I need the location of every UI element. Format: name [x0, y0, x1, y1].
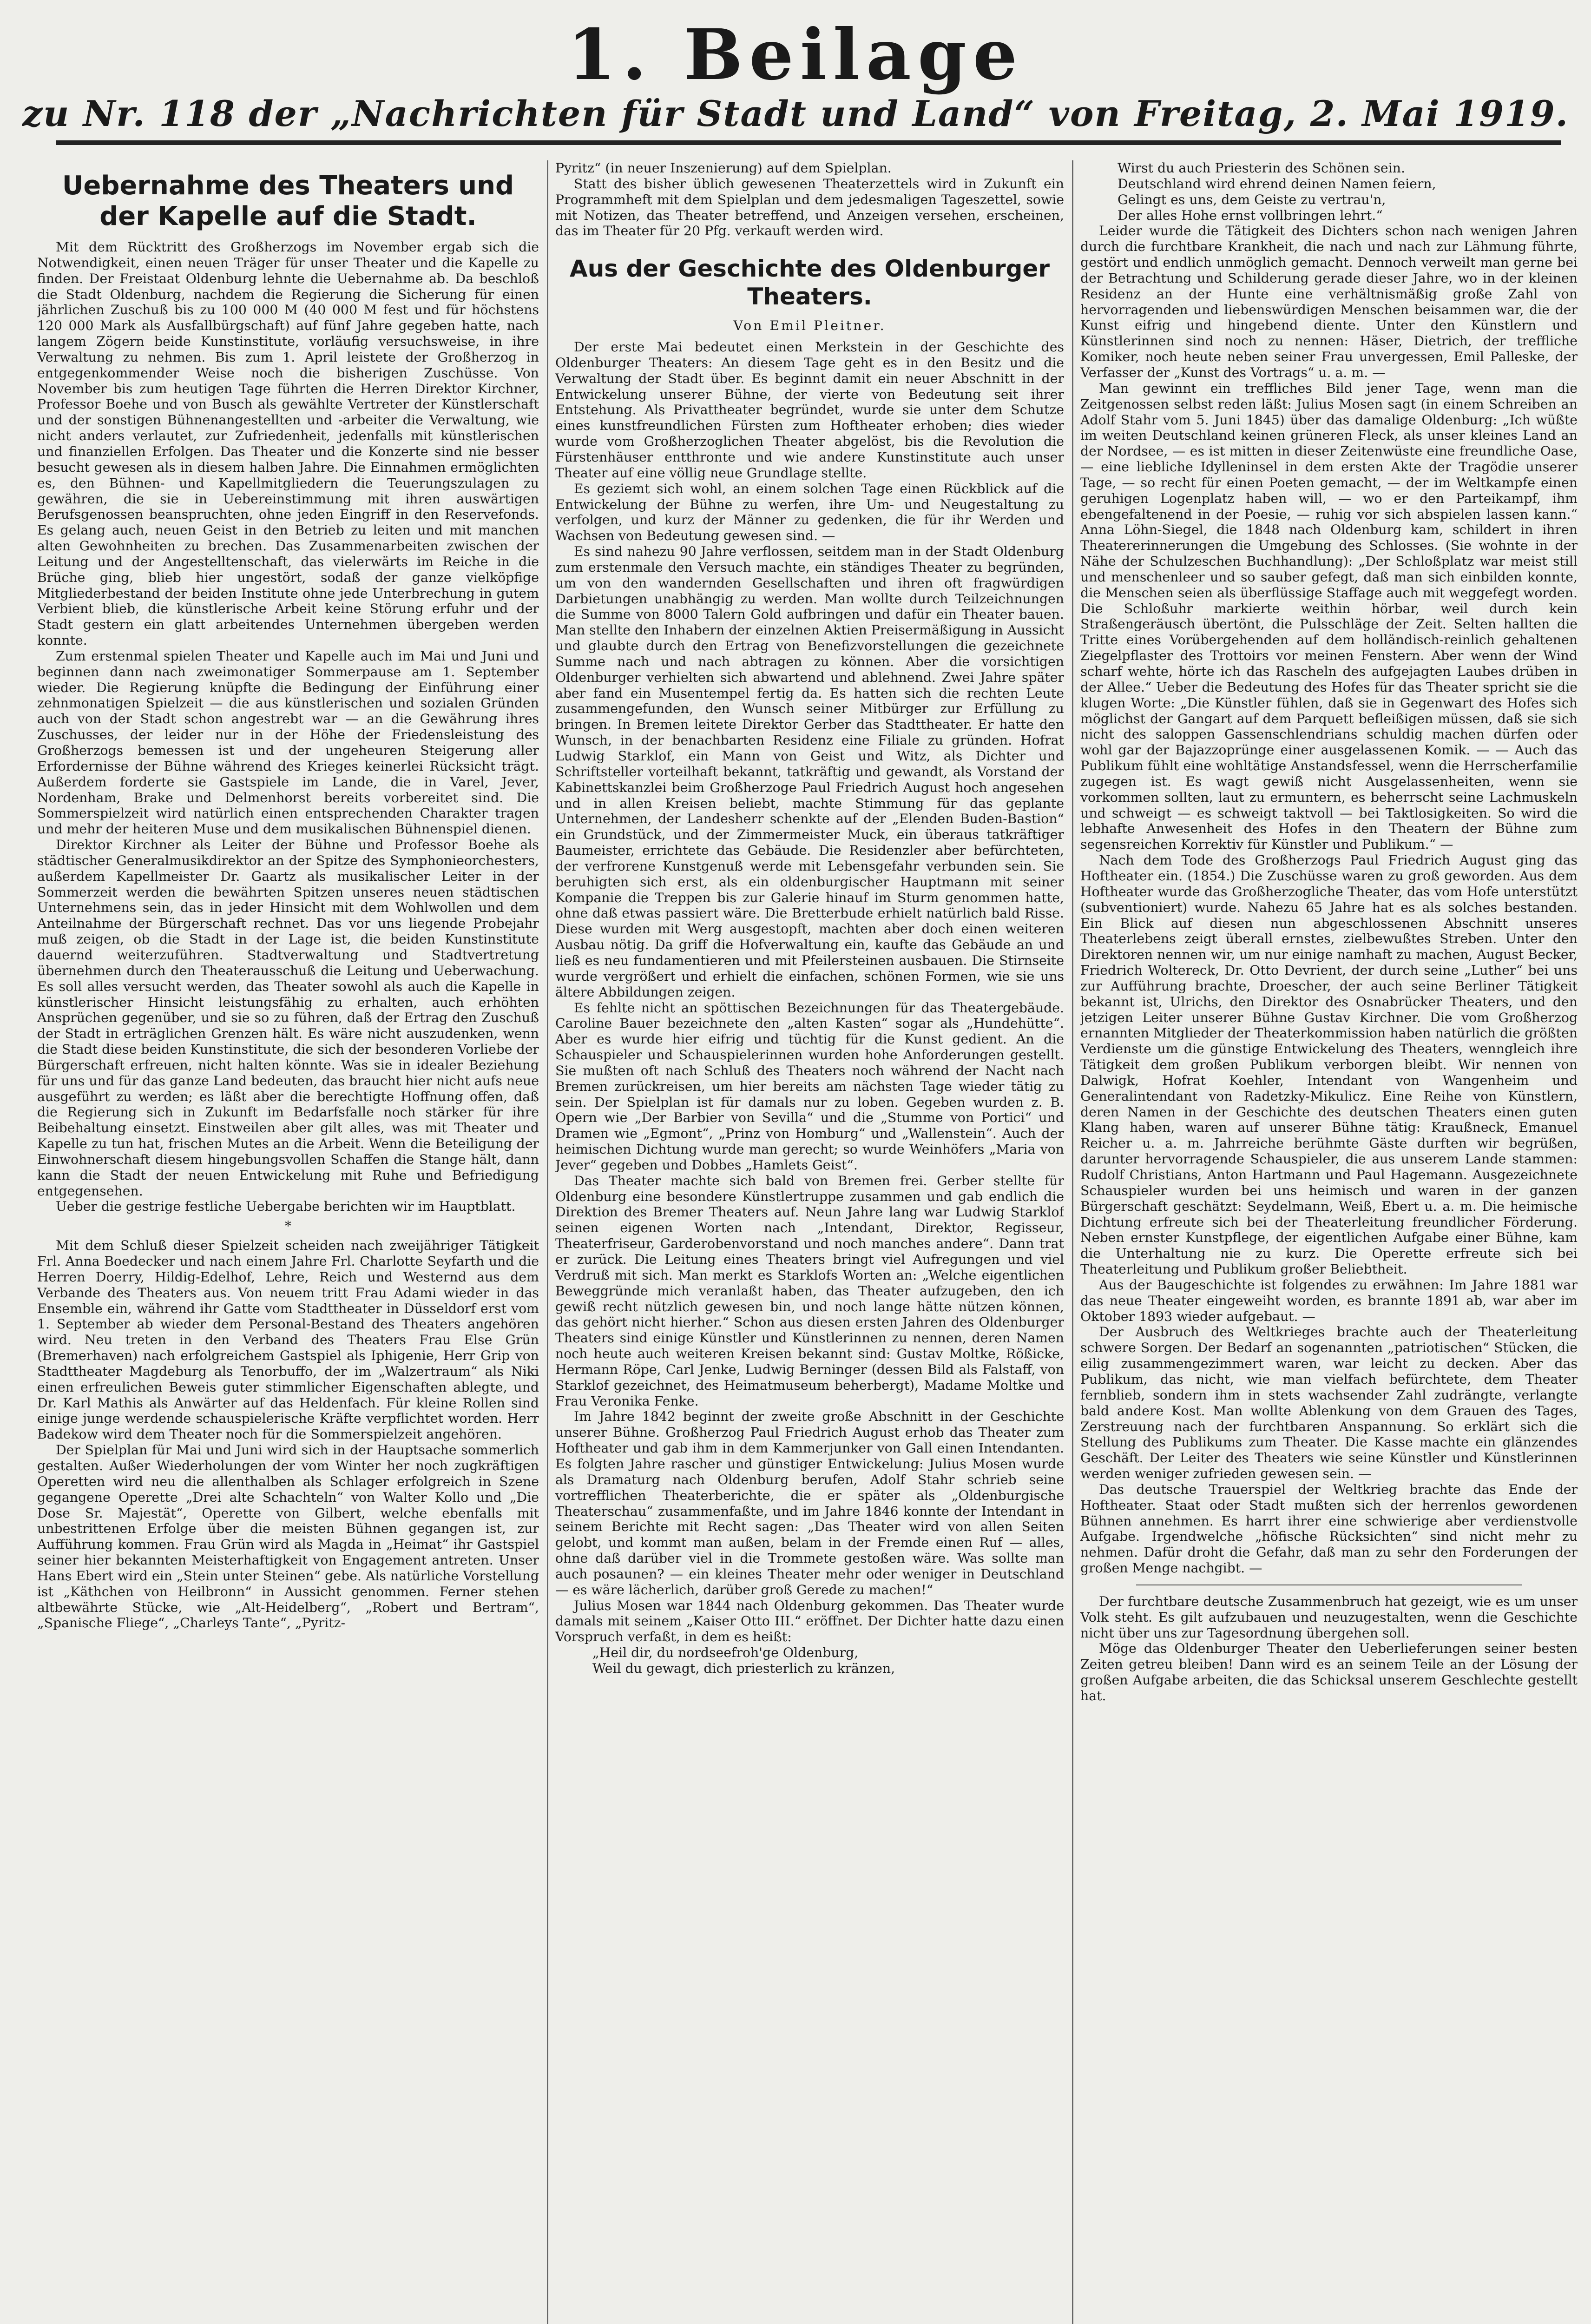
paragraph: Direktor Kirchner als Leiter der Bühne und Professor Boehe als städtischer Generalmusikdirektor an der Spitze des Symphonieorchesters, außerdem Kapellmeister Dr. Gaartz als musikalischer Leiter in der Sommerzeit werden die bewährten Spitzen unseres neuen städtischen Unternehmens sein, das in jeder Hinsicht mit dem Wohlwollen und dem Anteilnahme der Bürgerschaft rechnet. Das vor uns liegende Probejahr muß zeigen, ob die Stadt in der Lage ist, die beiden Kunstinstitute dauernd weiterzuführen. Stadtverwaltung und Stadtvertretung übernehmen durch den Theaterausschuß die Leitung und Ueberwachung. Es soll alles versucht werden, das Theater sowohl als auch die Kapelle in künstlerischer Hinsicht leistungsfähig zu erhalten, auch erhöhten Ansprüchen gegenüber, und sie so zu führen, daß der Ertrag den Zuschuß der Stadt in erträglichen Grenzen hält. Es wäre nicht auszudenken, wenn die Stadt diese beiden Kunstinstitute, die sich der besonderen Vorliebe der Bürgerschaft erfreuen, nicht halten könnte. Was sie in idealer Beziehung für uns und für das ganze Land bedeuten, das braucht hier nicht aufs neue ausgeführt zu werden; es läßt aber die berechtigte Hoffnung offen, daß die Regierung sich in Zukunft im Bedarfsfalle noch stärker für ihre Beibehaltung einsetzt. Einstweilen aber gilt alles, was mit Theater und Kapelle zu tun hat, frischen Mutes an die Arbeit. Wenn die Beteiligung der Einwohnerschaft diesem hingebungsvollen Schaffen die Stange hält, dann kann die Stadt der neuen Entwickelung mit Ruhe und Befriedigung entgegensehen.	[37, 837, 539, 1199]
column-divider	[1072, 160, 1073, 2324]
column-divider	[547, 160, 548, 2324]
supplement-subtitle: zu Nr. 118 der „Nachrichten für Stadt und Land“ von Freitag, 2. Mai 1919.	[22, 93, 1569, 134]
paragraph: Es geziemt sich wohl, an einem solchen Tage einen Rückblick auf die Entwickelung der Bühne zu werfen, ihre Um- und Neugestaltung zu verfolgen, und kurz der Männer zu gedenken, die für ihr Werden und Wachsen von Bedeutung gewesen sind. —	[555, 481, 1064, 544]
paragraph: Das deutsche Trauerspiel der Weltkrieg brachte das Ende der Hoftheater. Staat oder Stadt mußten sich der herrenlos gewordenen Bühnen annehmen. Es harrt ihrer eine schwierige aber verdienstvolle Aufgabe. Irgendwelche „höfische Rücksichten“ sind nicht mehr zu nehmen. Dafür droht die Gefahr, daß man zu sehr den Forderungen der großen Menge nachgibt. —	[1080, 1481, 1578, 1576]
article-headline: Uebernahme des Theaters und der Kapelle auf die Stadt.	[62, 171, 514, 231]
paragraph: Nach dem Tode des Großherzogs Paul Friedrich August ging das Hoftheater ein. (1854.) Die Zuschüsse waren zu groß geworden. Aus dem Hoftheater wurde das Großherzogliche Theater, das vom Hofe unterstützt (subventioniert) wurde. Nahezu 65 Jahre hat es als solches bestanden. Ein Blick auf diesen nun abgeschlossenen Abschnitt unseres Theaterlebens zeigt überall ernstes, zielbewußtes Streben. Unter den Direktoren nennen wir, um nur einige namhaft zu machen, August Becker, Friedrich Woltereck, Dr. Otto Devrient, der durch seine „Luther“ bei uns zur Aufführung brachte, Droescher, der auch seine Berliner Tätigkeit bekannt ist, Ulrichs, den Direktor des Osnabrücker Theaters, und den jetzigen Leiter unserer Bühne Gustav Kirchner. Die vom Großherzog ernannten Mitglieder der Theaterkommission haben natürlich die größten Verdienste um die günstige Entwickelung des Theaters, wenngleich ihre Tätigkeit dem großen Publikum verborgen bleibt. Wir nennen von Dalwigk, Hofrat Koehler, Intendant von Wangenheim und Generalintendant von Radetzky-Mikulicz. Eine Reihe von Künstlern, deren Namen in der Geschichte des deutschen Theaters einen guten Klang haben, waren auf unserer Bühne tätig: Kraußneck, Emanuel Reicher u. a. m. Jahrreiche berühmte Gäste durften wir begrüßen, darunter hervorragende Schauspieler, die aus unserem Lande stammen: Rudolf Christians, Anton Hartmann und Paul Hagemann. Ausgezeichnete Schauspieler wurden bei uns heimisch und waren in der ganzen Bürgerschaft geschätzt: Seydelmann, Weiß, Ebert u. a. m. Die heimische Dichtung erfreute sich bei der Theaterleitung freundlicher Förderung. Neben ernster Kunstpflege, der eigentlichen Aufgabe einer Bühne, kam die Unterhaltung nie zu kurz. Die Operette erfreute sich bei Theaterleitung und Publikum großer Beliebtheit.	[1080, 852, 1578, 1277]
paragraph: Leider wurde die Tätigkeit des Dichters schon nach wenigen Jahren durch die furchtbare Krankheit, die nach und nach zur Lähmung führte, gestört und endlich unmöglich gemacht. Dennoch verweilt man gerne bei der Betrachtung und Schilderung gerade dieser Jahre, wo in der kleinen Residenz an der Hunte eine verhältnismäßig große Zahl von hervorragenden und liebenswürdigen Menschen beisammen war, die der Kunst eifrig und hingebend diente. Unter den Künstlern und Künstlerinnen sind noch zu nennen: Häser, Dietrich, der treffliche Komiker, noch heute neben seiner Frau unvergessen, Emil Palleske, der Verfasser der „Kunst des Vortrags“ u. a. m. —	[1080, 223, 1578, 380]
paragraph: Es fehlte nicht an spöttischen Bezeichnungen für das Theatergebäude. Caroline Bauer bezeichnete den „alten Kasten“ sogar als „Hundehütte“. Aber es wurde hier eifrig und tüchtig für die Kunst gedient. An die Schauspieler und Schauspielerinnen wurden hohe Anforderungen gestellt. Sie mußten oft nach Schluß des Theaters noch während der Nacht nach Bremen zurückreisen, um hier bereits am nächsten Tage wieder tätig zu sein. Der Spielplan ist für damals nur zu loben. Gegeben wurden z. B. Opern wie „Der Barbier von Sevilla“ und die „Stumme von Portici“ und Dramen wie „Egmont“, „Prinz von Homburg“ und „Wallenstein“. Auch der heimischen Dichtung wurde man gerecht; so wurde Weinhöfers „Maria von Jever“ gegeben und Dobbes „Hamlets Geist“.	[555, 1000, 1064, 1173]
verse-line: Der alles Hohe ernst vollbringen lehrt.“	[1118, 207, 1383, 223]
verse-line: Weil du gewagt, dich priesterlich zu kränzen,	[592, 1660, 895, 1676]
supplement-title: 1. Beilage	[567, 14, 1024, 96]
paragraph: Der furchtbare deutsche Zusammenbruch hat gezeigt, wie es um unser Volk steht. Es gilt aufzubauen und neuzugestalten, wenn die Geschichte nicht über uns zur Tagesordnung übergehen soll.	[1080, 1593, 1578, 1641]
paragraph: Der Ausbruch des Weltkrieges brachte auch der Theaterleitung schwere Sorgen. Der Bedarf an sogenannten „patriotischen“ Stücken, die eilig zusammengezimmert waren, war leicht zu decken. Aber das Publikum, das nicht, wie man vielfach befürchtete, dem Theater fernblieb, sondern ihm in stets wachsender Zahl zudrängte, verlangte bald andere Kost. Man wollte Ablenkung von dem Grauen des Tages, Zerstreuung nach der furchtbaren Anspannung. So erklärt sich die Stellung des Publikums zum Theater. Die Kasse machte ein glänzendes Geschäft. Der Leiter des Theaters wie seine Künstler und Künstlerinnen werden weniger zufrieden gewesen sein. —	[1080, 1324, 1578, 1482]
paragraph: Das Theater machte sich bald von Bremen frei. Gerber stellte für Oldenburg eine besondere Künstlertruppe zusammen und gab endlich die Direktion des Bremer Theaters auf. Neun Jahre lang war Ludwig Starklof seinen eigenen Worten nach „Intendant, Direktor, Regisseur, Theaterfriseur, Garderobenvorstand und noch manches andere“. Dann trat er zurück. Die Leitung eines Theaters bringt viel Aufregungen und viel Verdruß mit sich. Man merkt es Starklofs Worten an: „Welche eigentlichen Beweggründe mich veranlaßt haben, das Theater aufzugeben, den ich gewiß recht nützlich gewesen bin, und noch lange hätte nützen können, das gehört nicht hierher.“ Schon aus diesen ersten Jahren des Oldenburger Theaters sind einige Künstler und Künstlerinnen zu nennen, deren Namen noch heute auch weiteren Kreisen bekannt sind: Gustav Moltke, Rößicke, Hermann Röpe, Carl Jenke, Ludwig Berninger (dessen Bild als Falstaff, von Starklof gezeichnet, des Heimatmuseum beherbergt), Madame Moltke und Frau Veronika Fenke.	[555, 1173, 1064, 1409]
paragraph: Julius Mosen war 1844 nach Oldenburg gekommen. Das Theater wurde damals mit seinem „Kaiser Otto III.“ eröffnet. Der Dichter hatte dazu einen Vorspruch verfaßt, in dem es heißt:	[555, 1598, 1064, 1645]
paragraph: Im Jahre 1842 beginnt der zweite große Abschnitt in der Geschichte unserer Bühne. Großherzog Paul Friedrich August erhob das Theater zum Hoftheater und gab ihm in dem Kammerjunker von Gall einen Intendanten. Es folgten Jahre rascher und günstiger Entwickelung: Julius Mosen wurde als Dramaturg nach Oldenburg berufen, Adolf Stahr schrieb seine vortrefflichen Theaterberichte, die er später als „Oldenburgische Theaterschau“ zusammenfaßte, und im Jahre 1846 konnte der Intendant in seinem Berichte mit Recht sagen: „Das Theater wird von allen Seiten gelobt, und kommt man außen, belam in der Fremde einen Ruf — alles, ohne daß darüber viel in die Trommete gestoßen wäre. Was sollte man auch posaunen? — ein kleines Theater mehr oder weniger in Deutschland — es wäre lächerlich, darüber groß Gerede zu machen!“	[555, 1409, 1064, 1598]
paragraph: Der erste Mai bedeutet einen Merkstein in der Geschichte des Oldenburger Theaters: An diesem Tage geht es in den Besitz und die Verwaltung der Stadt über. Es beginnt damit ein neuer Abschnitt in der Entwickelung unserer Bühne, der vierte von Bedeutung seit ihrer Entstehung. Als Privattheater begründet, wurde sie unter dem Schutze eines kunstfreundlichen Fürsten zum Hoftheater erhoben; dies wieder wurde vom Großherzoglichen Theater abgelöst, bis die Revolution die Fürstenhäuser entthronte und wie andere Kunstinstitute auch unser Theater auf eine völlig neue Grundlage stellte.	[555, 339, 1064, 481]
paragraph: Es sind nahezu 90 Jahre verflossen, seitdem man in der Stadt Oldenburg zum erstenmale den Versuch machte, ein ständiges Theater zu begründen, um von den wandernden Gesellschaften und ihren oft fragwürdigen Darbietungen unabhängig zu werden. Man wollte durch Teilzeichnungen die Summe von 8000 Talern Gold aufbringen und dafür ein Theater bauen. Man stellte den Inhabern der einzelnen Aktien Preisermäßigung in Aussicht und glaubte durch den Ertrag von Benefizvorstellungen die gezeichnete Summe nach und nach abtragen zu können. Aber die vorsichtigen Oldenburger verhielten sich abwartend und ablehnend. Zwei Jahre später aber fand ein Musentempel fertig da. Es hatten sich die rechten Leute zusammengefunden, den Wunsch seiner Mitbürger zur Erfüllung zu bringen. In Bremen leitete Direktor Gerber das Stadttheater. Er hatte den Wunsch, in der benachbarten Residenz eine Filiale zu gründen. Hofrat Ludwig Starklof, ein Mann von Geist und Witz, als Dichter und Schriftsteller vorteilhaft bekannt, tatkräftig und gewandt, als Vorstand der Kabinettskanzlei beim Großherzoge Paul Friedrich August hoch angesehen und in allen Kreisen beliebt, machte Stimmung für das geplante Unternehmen, der Landesherr schenkte auf der „Elenden Buden-Bastion“ ein Grundstück, und der Zimmermeister Muck, ein überaus tatkräftiger Baumeister, errichtete das Gebäude. Die Residenzler aber befürchteten, der verfrorene Kunstgenuß werde mit Lebensgefahr verbunden sein. Sie beruhigten sich erst, als ein oldenburgischer Hauptmann mit seiner Kompanie die Treppen bis zur Galerie hinauf im Sturm genommen hatte, ohne daß etwas passiert wäre. Die Bretterbude erhielt natürlich bald Risse. Diese wurden mit Werg ausgestopft, machten aber doch einen weiteren Ausbau nötig. Da griff die Hofverwaltung ein, kaufte das Gebäude an und ließ es neu fundamentieren und mit Pfeilersteinen ausbauen. Die Stirnseite wurde vergrößert und erhielt die einfachen, schönen Formen, wie sie uns ältere Abbildungen zeigen.	[555, 544, 1064, 1000]
paragraph: Ueber die gestrige festliche Uebergabe berichten wir im Hauptblatt.	[56, 1199, 516, 1215]
section-separator: *	[284, 1218, 292, 1234]
paragraph: Zum erstenmal spielen Theater und Kapelle auch im Mai und Juni und beginnen dann nach zweimonatiger Sommerpause am 1. September wieder. Die Regierung knüpfte die Bedingung der Einführung einer zehnmonatigen Spielzeit — die aus künstlerischen und sozialen Gründen auch von der Stadt schon angestrebt war — an die Gewährung ihres Zuschusses, der leider nur in der Höhe der Friedensleistung des Großherzogs bemessen ist und der ungeheuren Steigerung aller Erfordernisse der Bühne während des Krieges keinerlei Rücksicht trägt. Außerdem forderte sie Gastspiele im Lande, die in Varel, Jever, Nordenham, Brake und Delmenhorst bereits vorbereitet sind. Die Sommerspielzeit wird natürlich einen entsprechenden Charakter tragen und mehr der heiteren Muse und dem musikalischen Bühnenspiel dienen.	[37, 648, 539, 837]
paragraph: Mit dem Rücktritt des Großherzogs im November ergab sich die Notwendigkeit, einen neuen Träger für unser Theater und die Kapelle zu finden. Der Freistaat Oldenburg lehnte die Uebernahme ab. Da beschloß die Stadt Oldenburg, nachdem die Regierung die Sicherung für einen jährlichen Zuschuß bis zu 100 000 M (40 000 M fest und für höchstens 120 000 Mark als Ausfallbürgschaft) auf fünf Jahre gegeben hatte, nach langem Zögern beide Kunstinstitute, vorläufig versuchsweise, in ihre Verwaltung zu nehmen. Bis zum 1. April leistete der Großherzog in entgegenkommender Weise noch die bisherigen Zuschüsse. Von November bis zum heutigen Tage führten die Herren Direktor Kirchner, Professor Boehe und von Busch als gewählte Vertreter der Künstlerschaft und der sonstigen Bühnenangestellten und -arbeiter die Verwaltung, wie nicht anders verlautet, zur Zufriedenheit, jedenfalls mit künstlerischen und finanziellen Erfolgen. Das Theater und die Konzerte sind nie besser besucht gewesen als in diesem halben Jahre. Die Einnahmen ermöglichten es, den Bühnen- und Kapellmitgliedern die Teuerungszulagen zu gewähren, die sie in Uebereinstimmung mit ihren auswärtigen Berufsgenossen beanspruchten, ohne jeden Eingriff in den Reservefonds. Es gelang auch, neuen Geist in den Betrieb zu leiten und mit manchen alten Gewohnheiten zu brechen. Das Zusammenarbeiten zwischen der Leitung und der Angestelltenschaft, das vielerwärts im Reiche in die Brüche ging, blieb hier ungestört, sodaß der ganze vielköpfige Mitgliederbestand der beiden Institute ohne jede Unterbrechung in gutem Verbient blieb, die künstlerische Arbeit keine Störung erfuhr und der Stadt gestern ein glatt arbeitendes Unternehmen übergeben werden konnte.	[37, 239, 539, 648]
paragraph: Möge das Oldenburger Theater den Ueberlieferungen seiner besten Zeiten getreu bleiben! Dann wird es an seinem Teile an der Lösung der großen Aufgabe arbeiten, die das Schicksal unserem Geschlechte gestellt hat.	[1080, 1641, 1578, 1703]
paragraph: Aus der Baugeschichte ist folgendes zu erwähnen: Im Jahre 1881 war das neue Theater eingeweiht worden, es brannte 1891 ab, war aber im Oktober 1893 wieder aufgebaut. —	[1080, 1277, 1578, 1324]
paragraph: Man gewinnt ein treffliches Bild jener Tage, wenn man die Zeitgenossen selbst reden läßt: Julius Mosen sagt (in einem Schreiben an Adolf Stahr vom 5. Juni 1845) über das damalige Oldenburg: „Ich wüßte im weiten Deutschland keinen grüneren Fleck, als unser kleines Land an der Nordsee, — es ist mitten in dieser Zeitenwüste eine freundliche Oase, — eine liebliche Idylleninsel in dem ersten Akte der Tragödie unserer Tage, — so recht für einen Poeten gemacht, — der im Weltkampfe einen geruhigen Logenplatz haben will, — wo er den Parteikampf, ihm ebengefaltenend in der Poesie, — ruhig vor sich abspielen lassen kann.“ Anna Löhn-Siegel, die 1848 nach Oldenburg kam, schildert in ihren Theatererinnerungen die Umgebung des Schlosses. (Sie wohnte in der Nähe der Schulzeschen Buchhandlung): „Der Schloßplatz war meist still und menschenleer und so sauber gefegt, daß man sich einbilden konnte, die Menschen seien als überflüssige Staffage auch mit weggefegt worden. Die Schloßuhr markierte weithin hörbar, weil durch kein Straßengeräusch übertönt, die Pulsschläge der Zeit. Selten hallten die Tritte eines Vorübergehenden auf dem holländisch-reinlich gehaltenen Ziegelpflaster des Trottoirs vor meinen Fenstern. Aber wenn der Wind scharf wehte, hörte ich das Rascheln des aufgejagten Laubes drüben in der Allee.“ Ueber die Bedeutung des Hofes für das Theater spricht sie die klugen Worte: „Die Künstler fühlen, daß sie in Gegenwart des Hofes sich möglichst der Gangart auf dem Parquett befleißigen müssen, daß sie sich nicht des saloppen Gassenschlendrians schuldig machen dürfen oder wohl gar der Bajazzoprünge einer ausgelassenen Komik. — — Auch das Publikum fühlt eine wohltätige Anstandsfessel, wenn die Herrscherfamilie zugegen ist. Es wagt gewiß nicht Ausgelassenheiten, wenn sie vorkommen sollten, laut zu ermuntern, es beherrscht seine Lachmuskeln und schweigt — es schweigt taktvoll — bei Taktlosigkeiten. So wird die lebhafte Anwesenheit des Hofes in den Theatern der Bühne zum segensreichen Korrektiv für Künstler und Publikum.“ —	[1080, 380, 1578, 852]
verse-line: Deutschland wird ehrend deinen Namen feiern,	[1118, 176, 1436, 191]
column-2	[555, 160, 1064, 2324]
verse-line: „Heil dir, du nordseefroh'ge Oldenburg,	[592, 1645, 859, 1661]
masthead-rule	[56, 140, 1561, 145]
byline: Von Emil Pleitner.	[733, 318, 886, 334]
paragraph: Statt des bisher üblich gewesenen Theaterzettels wird in Zukunft ein Programmheft mit dem Spielplan und dem jedesmaligen Tageszettel, sowie mit Notizen, das Theater betreffend, und Anzeigen versehen, erscheinen, das im Theater für 20 Pfg. verkauft werden wird.	[555, 176, 1064, 239]
column-1	[37, 160, 539, 2324]
paragraph: Der Spielplan für Mai und Juni wird sich in der Hauptsache sommerlich gestalten. Außer Wiederholungen der vom Winter her noch zugkräftigen Operetten wird neu die allenthalben als Schlager erfolgreich in Szene gegangene Operette „Drei alte Schachteln“ von Walter Kollo und „Die Dose Sr. Majestät“, Operette von Gilbert, welche ebenfalls mit unbestrittenen Erfolge über die meisten Bühnen gegangen ist, zur Aufführung kommen. Frau Grün wird als Magda in „Heimat“ ihr Gastspiel seiner hier bekannten Meisterhaftigkeit von Engagement antreten. Unser Hans Ebert wird ein „Stein unter Steinen“ gebe. Als natürliche Vorstellung ist „Käthchen von Heilbronn“ in Aussicht genommen. Ferner stehen altbewährte Stücke, wie „Alt-Heidelberg“, „Robert und Bertram“, „Spanische Fliege“, „Charleys Tante“, „Pyritz-	[37, 1442, 539, 1631]
verse-line: Wirst du auch Priesterin des Schönen sein.	[1118, 160, 1405, 176]
masthead	[0, 0, 1591, 153]
paragraph: Mit dem Schluß dieser Spielzeit scheiden nach zweijähriger Tätigkeit Frl. Anna Boedecker und nach einem Jahre Frl. Charlotte Seyfarth und die Herren Doerry, Hildig-Edelhof, Lehre, Reich und Westernd aus dem Verbande des Theaters aus. Von neuem tritt Frau Adami wieder in das Ensemble ein, während ihr Gatte vom Stadttheater in Düsseldorf erst vom 1. September ab wieder dem Personal-Bestand des Theaters angehören wird. Neu treten in den Verband des Theaters Frau Else Grün (Bremerhaven) nach erfolgreichem Gastspiel als Iphigenie, Herr Grip von Stadttheater Magdeburg als Tenorbuffo, der im „Walzertraum“ als Niki einen erfreulichen Beweis guter stimmlicher Eigenschaften ablegte, und Dr. Karl Mathis als Anwärter auf das Heldenfach. Für kleine Rollen sind einige junge werdende schauspielerische Kräfte verpflichtet worden. Herr Badekow wird dem Theater noch für die Sommerspielzeit angehören.	[37, 1238, 539, 1442]
verse-line: Gelingt es uns, dem Geiste zu vertrau'n,	[1118, 191, 1386, 207]
paragraph: Pyritz“ (in neuer Inszenierung) auf dem Spielplan.	[555, 160, 892, 176]
column-3	[1080, 160, 1578, 2324]
article-headline: Aus der Geschichte des Oldenburger Theaters.	[570, 255, 1050, 310]
